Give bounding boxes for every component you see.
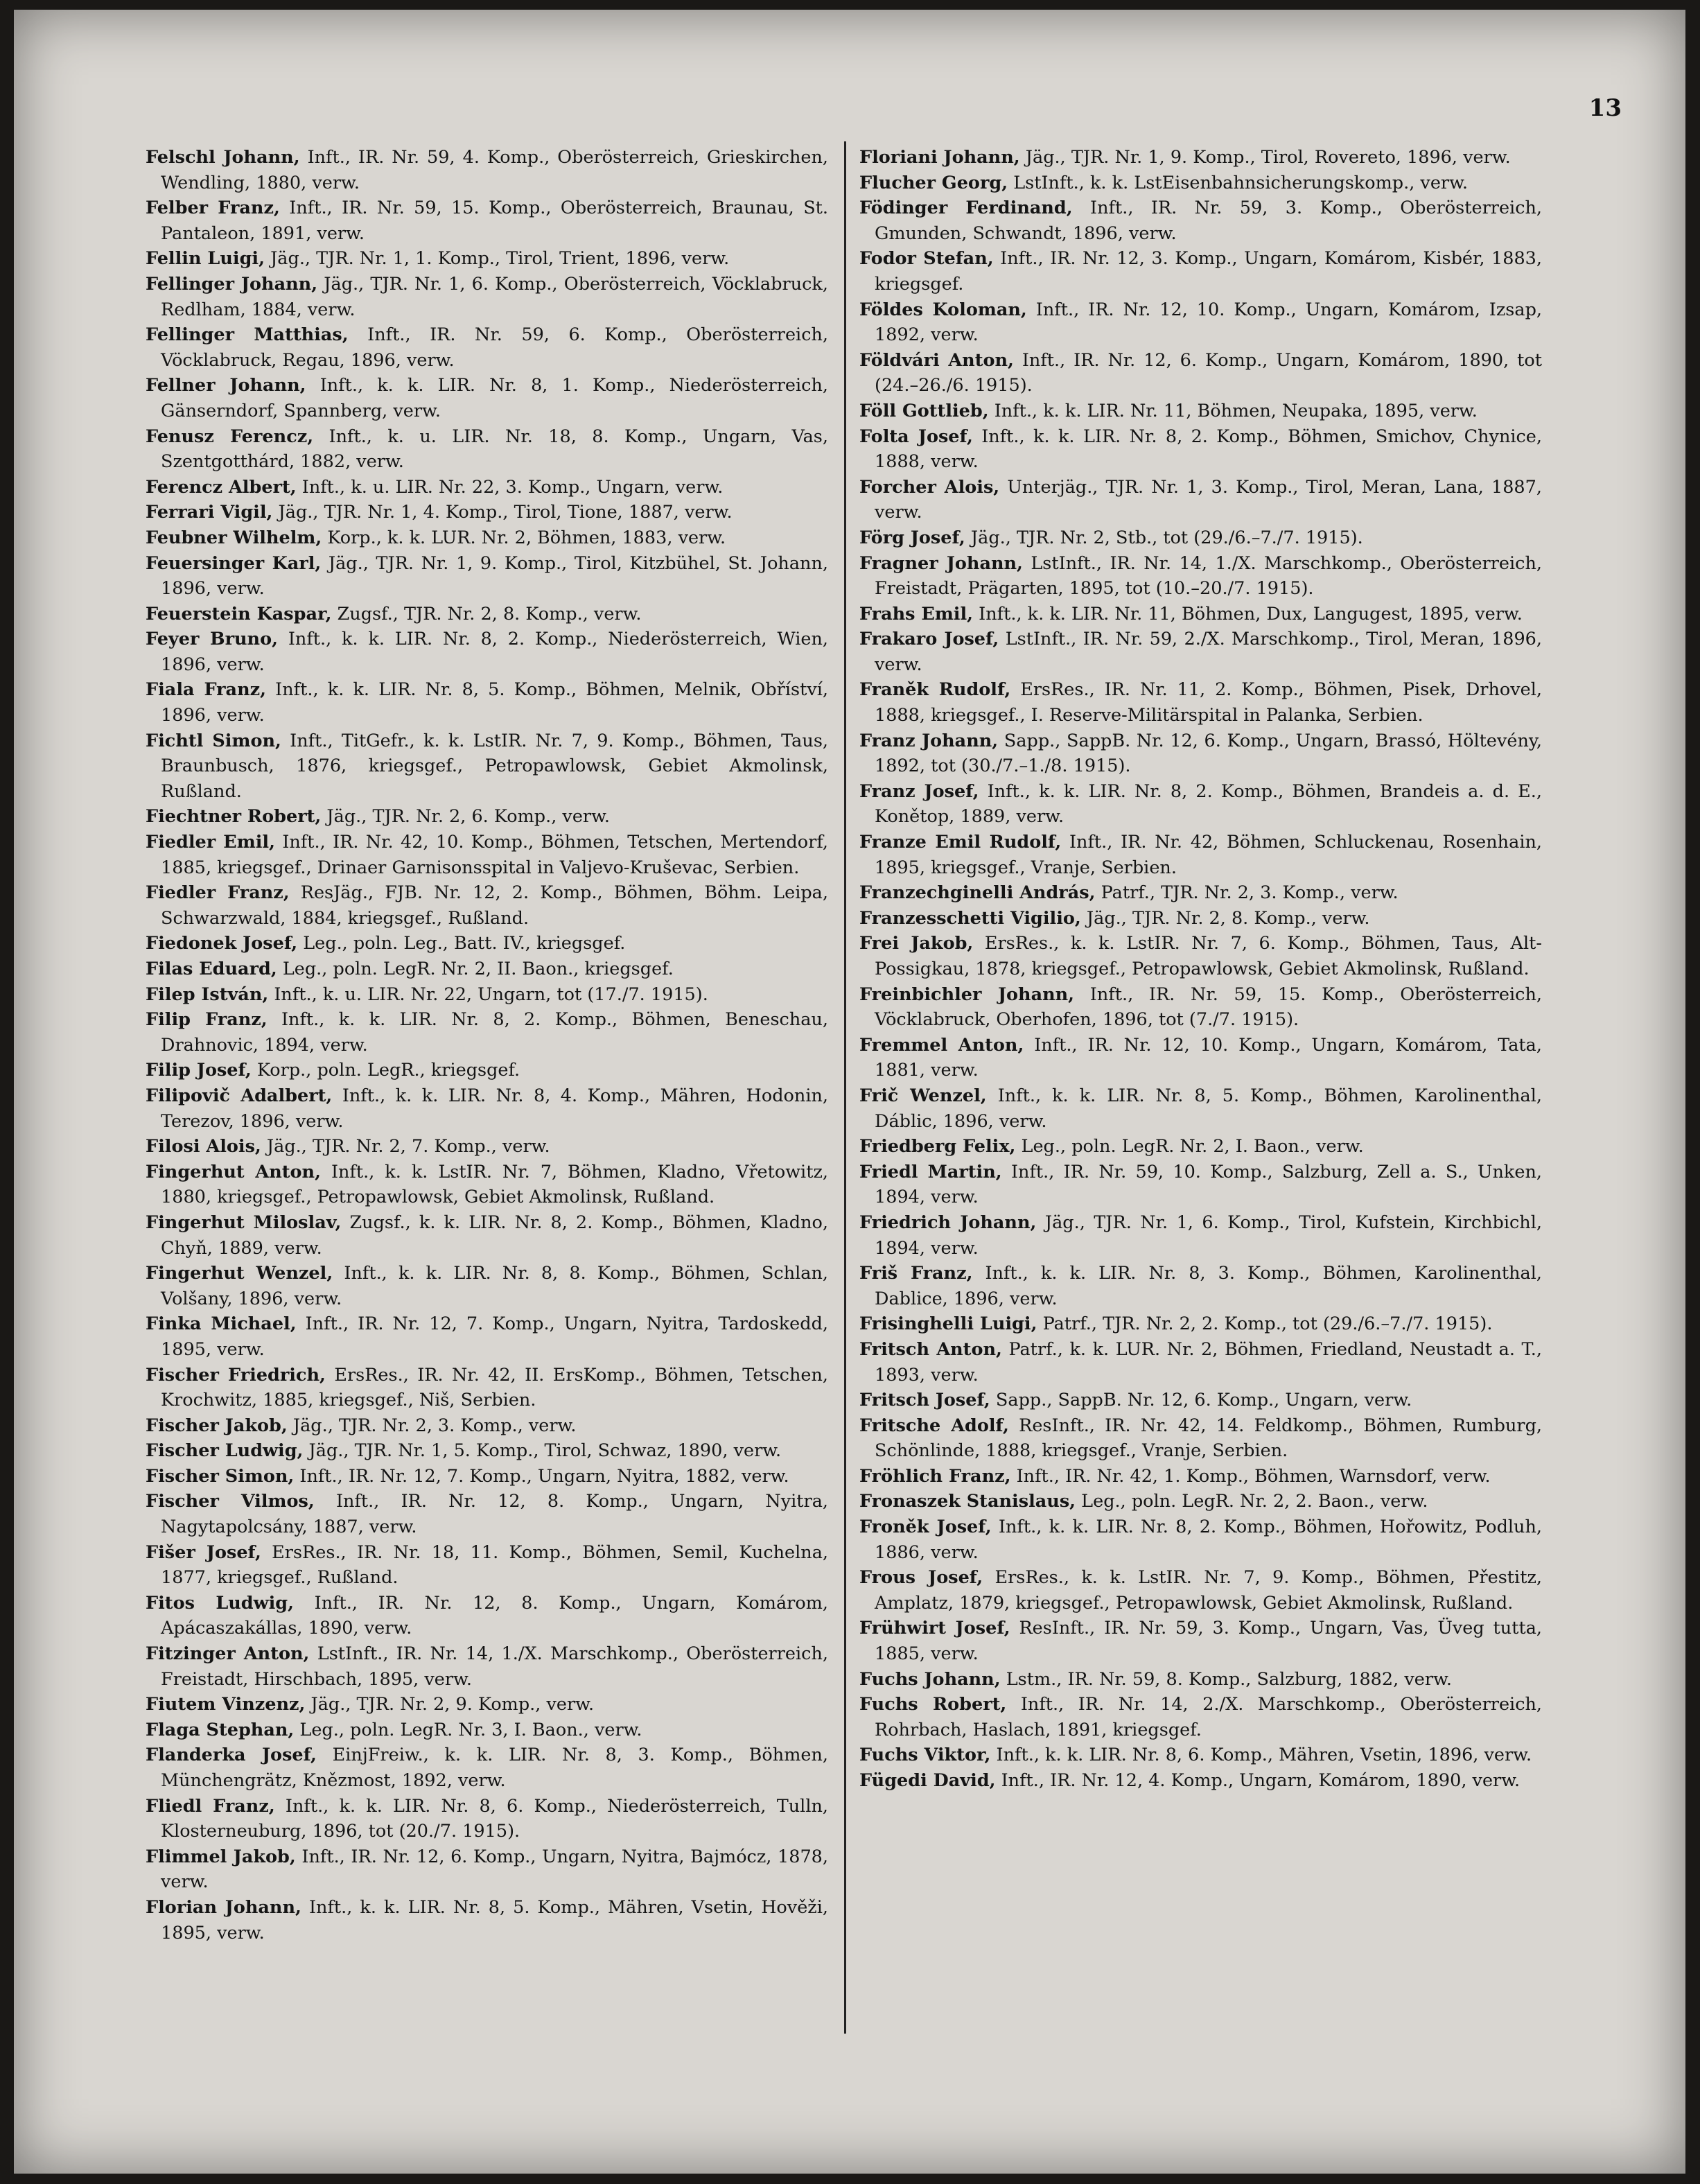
register-entry [859,1616,1542,1666]
entry-name: Fiutem Vinzenz, [146,1694,306,1715]
register-entry [859,677,1542,728]
register-entry [146,1641,828,1692]
entry-name: Fritsch Anton, [859,1338,1002,1360]
entry-name: Flucher Georg, [859,172,1008,193]
register-entry [146,500,828,525]
entry-details: Leg., poln. LegR. Nr. 2, I. Baon., verw. [1021,1136,1364,1157]
register-entry [146,1160,828,1210]
entry-details: Inft., k. k. LIR. Nr. 11, Böhmen, Dux, Langugest, 1895, verw. [979,603,1523,624]
register-entry [859,475,1542,525]
entry-details: Jäg., TJR. Nr. 1, 5. Komp., Tirol, Schwaz, 1890, verw. [308,1440,782,1462]
register-entry [146,677,828,728]
entry-details: Jäg., TJR. Nr. 2, 9. Komp., verw. [310,1694,595,1715]
entry-name: Fellinger Matthias, [146,324,349,346]
entry-name: Fellner Johann, [146,375,306,396]
entry-name: Feubner Wilhelm, [146,527,322,548]
register-entry [146,880,828,931]
entry-name: Frahs Emil, [859,603,974,624]
register-entry [146,424,828,475]
entry-details: Sapp., SappB. Nr. 12, 6. Komp., Ungarn, verw. [995,1390,1412,1411]
entry-details: Leg., poln. LegR. Nr. 3, I. Baon., verw. [299,1719,642,1740]
entry-name: Fiedler Franz, [146,882,290,904]
entry-details: Jäg., TJR. Nr. 1, 1. Komp., Tirol, Trient, 1896, verw. [270,248,730,270]
entry-details: Inft., k. k. LIR. Nr. 8, 2. Komp., Niederösterreich, Wien, 1896, verw. [161,629,828,675]
entry-details: Inft., IR. Nr. 14, 2./X. Marschkomp., Oberösterreich, Rohrbach, Haslach, 1891, kriegsgef. [875,1694,1543,1740]
entry-name: Filep István, [146,984,269,1005]
entry-details: LstInft., IR. Nr. 14, 1./X. Marschkomp., Oberösterreich, Freistadt, Prägarten, 1895, tot (10.–20./7. 1915). [875,552,1542,600]
entry-details: Inft., IR. Nr. 12, 10. Komp., Ungarn, Komárom, Tata, 1881, verw. [875,1034,1542,1081]
register-entry [146,804,828,830]
entry-details: Inft., IR. Nr. 12, 8. Komp., Ungarn, Komárom, Apácaszakállas, 1890, verw. [161,1592,828,1639]
register-entry [146,956,828,982]
register-entry [859,348,1542,399]
entry-name: Földes Koloman, [859,299,1027,320]
register-entry [859,906,1542,932]
entry-details: Inft., IR. Nr. 42, 1. Komp., Böhmen, Warnsdorf, verw. [1016,1465,1491,1487]
register-entry [146,1464,828,1490]
entry-details: Jäg., TJR. Nr. 2, 6. Komp., verw. [326,806,611,828]
register-entry [146,1438,828,1464]
register-entry [859,1210,1542,1261]
entry-name: Flimmel Jakob, [146,1846,296,1867]
register-entry [859,982,1542,1033]
register-entry [146,1083,828,1134]
entry-details: Jäg., TJR. Nr. 2, 3. Komp., verw. [292,1415,577,1436]
entry-name: Forcher Alois, [859,476,1000,498]
register-entry [146,1540,828,1591]
entry-name: Frič Wenzel, [859,1085,987,1106]
entry-name: Fritsche Adolf, [859,1415,1009,1436]
register-entry [146,272,828,322]
entry-name: Fügedi David, [859,1770,996,1791]
entry-name: Franze Emil Rudolf, [859,832,1062,853]
entry-name: Feyer Bruno, [146,629,278,650]
register-entry [859,830,1542,880]
entry-details: Inft., IR. Nr. 12, 10. Komp., Ungarn, Komárom, Izsap, 1892, verw. [875,299,1543,346]
register-entry [859,1413,1542,1464]
entry-details: Patrf., TJR. Nr. 2, 3. Komp., verw. [1101,882,1399,904]
register-entry [146,1591,828,1641]
entry-name: Fingerhut Wenzel, [146,1263,333,1284]
entry-details: Inft., k. k. LIR. Nr. 8, 2. Komp., Böhmen, Brandeis a. d. E., Konětop, 1889, verw. [875,780,1543,828]
entry-details: Inft., IR. Nr. 12, 7. Komp., Ungarn, Nyitra, Tardoskedd, 1895, verw. [161,1313,829,1360]
register-entry [859,145,1542,171]
entry-details: Inft., IR. Nr. 59, 6. Komp., Oberösterreich, Vöcklabruck, Regau, 1896, verw. [161,324,828,371]
entry-details: Patrf., k. k. LUR. Nr. 2, Böhmen, Friedland, Neustadt a. T., 1893, verw. [875,1338,1543,1386]
entry-name: Franěk Rudolf, [859,679,1011,701]
entry-details: Inft., TitGefr., k. k. LstIR. Nr. 7, 9. Komp., Böhmen, Taus, Braunbusch, 1876, kriegsgef., Petropawlowsk, Gebiet Akmolinsk, Rußland. [161,730,829,802]
register-entry [146,830,828,880]
entry-details: Inft., IR. Nr. 12, 8. Komp., Ungarn, Nyitra, Nagytapolcsány, 1887, verw. [161,1491,829,1538]
register-entry [146,1692,828,1718]
register-entry [859,1692,1542,1742]
entry-name: Filipovič Adalbert, [146,1085,333,1106]
entry-name: Frühwirt Josef, [859,1618,1010,1639]
entry-details: Inft., k. k. LIR. Nr. 8, 8. Komp., Böhmen, Schlan, Volšany, 1896, verw. [161,1263,828,1309]
register-entry [859,246,1542,297]
register-entry [859,1667,1542,1693]
entry-details: Inft., k. k. LstIR. Nr. 7, Böhmen, Kladno, Vřetowitz, 1880, kriegsgef., Petropawlowsk, Gebiet Akmolinsk, Rußland. [161,1161,828,1208]
entry-name: Friedberg Felix, [859,1136,1016,1157]
entry-details: Inft., k. k. LIR. Nr. 8, 6. Komp., Mähren, Vsetin, 1896, verw. [996,1745,1532,1766]
register-entry [146,1363,828,1413]
entry-details: LstInft., k. k. LstEisenbahnsicherungskomp., verw. [1013,172,1469,193]
register-entry [146,1134,828,1160]
register-entry [859,602,1542,627]
entry-name: Fellin Luigi, [146,248,265,270]
register-entry [146,1007,828,1058]
register-entry [146,145,828,195]
entry-details: Jäg., TJR. Nr. 2, Stb., tot (29./6.–7./7. 1915). [970,527,1363,548]
entry-name: Fragner Johann, [859,552,1023,574]
register-entry [146,931,828,956]
entry-details: Inft., IR. Nr. 59, 15. Komp., Oberösterreich, Vöcklabruck, Oberhofen, 1896, tot (7./7. 1915). [875,984,1542,1031]
entry-name: Fischer Friedrich, [146,1364,326,1386]
entry-name: Fiala Franz, [146,679,266,701]
entry-name: Floriani Johann, [859,147,1020,168]
entry-name: Fröhlich Franz, [859,1465,1011,1487]
entry-details: Inft., k. k. LIR. Nr. 8, 5. Komp., Böhmen, Melnik, Obříství, 1896, verw. [161,679,828,726]
entry-name: Frakaro Josef, [859,629,999,650]
entry-details: Inft., IR. Nr. 59, 15. Komp., Oberösterreich, Braunau, St. Pantaleon, 1891, verw. [161,198,829,244]
entry-details: Inft., IR. Nr. 42, 10. Komp., Böhmen, Tetschen, Mertendorf, 1885, kriegsgef., Drinaer Garnisonsspital in Valjevo-Kruševac, Serbien. [161,832,828,878]
entry-details: Inft., k. k. LIR. Nr. 8, 1. Komp., Niederösterreich, Gänserndorf, Spannberg, verw. [161,375,828,421]
entry-details: ResJäg., FJB. Nr. 12, 2. Komp., Böhmen, Böhm. Leipa, Schwarzwald, 1884, kriegsgef., Rußland. [161,882,828,929]
entry-name: Fischer Simon, [146,1465,295,1487]
register-entry [146,1895,828,1946]
register-entry [859,1134,1542,1160]
register-entry [859,399,1542,424]
register-entry [859,551,1542,602]
entry-name: Fuchs Johann, [859,1668,1001,1690]
register-entry [859,1742,1542,1768]
left-column [146,145,828,1946]
register-entry [146,728,828,805]
entry-name: Föll Gottlieb, [859,400,989,421]
register-entry [859,1083,1542,1134]
entry-details: Inft., k. k. LIR. Nr. 11, Böhmen, Neupaka, 1895, verw. [994,400,1478,421]
right-column [859,145,1542,1794]
register-entry [859,1311,1542,1337]
entry-details: Jäg., TJR. Nr. 1, 6. Komp., Oberösterreich, Vöcklabruck, Redlham, 1884, verw. [161,273,828,320]
entry-name: Filas Eduard, [146,959,277,979]
register-entry [146,551,828,602]
entry-name: Filip Josef, [146,1060,252,1081]
entry-details: Jäg., TJR. Nr. 1, 6. Komp., Tirol, Kufstein, Kirchbichl, 1894, verw. [875,1212,1542,1259]
entry-name: Friedl Martin, [859,1161,1002,1182]
entry-name: Folta Josef, [859,426,973,447]
entry-details: Jäg., TJR. Nr. 2, 8. Komp., verw. [1086,907,1370,929]
entry-name: Fuchs Viktor, [859,1745,991,1766]
entry-details: ErsRes., k. k. LstIR. Nr. 7, 6. Komp., Böhmen, Taus, Alt-Possigkau, 1878, kriegsgef., Petropawlowsk, Gebiet Akmolinsk, Rußland. [875,933,1542,979]
entry-name: Ferencz Albert, [146,476,297,498]
entry-details: Inft., IR. Nr. 12, 6. Komp., Ungarn, Nyitra, Bajmócz, 1878, verw. [161,1846,829,1893]
entry-details: Leg., poln. Leg., Batt. IV., kriegsgef. [303,933,626,954]
entry-name: Fodor Stefan, [859,248,994,270]
register-entry [146,1261,828,1311]
entry-details: Inft., IR. Nr. 42, Böhmen, Schluckenau, Rosenhain, 1895, kriegsgef., Vranje, Serbien. [875,832,1542,878]
entry-name: Florian Johann, [146,1896,301,1918]
entry-name: Fitos Ludwig, [146,1592,294,1614]
register-entry [859,1768,1542,1794]
entry-details: Inft., IR. Nr. 59, 4. Komp., Oberösterreich, Grieskirchen, Wendling, 1880, verw. [161,147,829,193]
entry-name: Felschl Johann, [146,147,300,168]
register-entry [859,195,1542,246]
register-entry [146,1844,828,1895]
entry-details: Inft., k. k. LIR. Nr. 8, 5. Komp., Böhmen, Karolinenthal, Dáblic, 1896, verw. [875,1085,1542,1132]
entry-name: Frei Jakob, [859,933,974,954]
register-entry [859,1514,1542,1565]
entry-details: Leg., poln. LegR. Nr. 2, II. Baon., kriegsgef. [282,959,674,979]
entry-details: ResInft., IR. Nr. 59, 3. Komp., Ungarn, Vas, Üveg tutta, 1885, verw. [875,1618,1542,1665]
entry-details: Jäg., TJR. Nr. 1, 9. Komp., Tirol, Kitzbühel, St. Johann, 1896, verw. [161,552,828,600]
entry-details: Inft., IR. Nr. 12, 4. Komp., Ungarn, Komárom, 1890, verw. [1001,1770,1521,1791]
entry-name: Fremmel Anton, [859,1034,1024,1056]
entry-details: Zugsf., k. k. LIR. Nr. 8, 2. Komp., Böhmen, Kladno, Chyň, 1889, verw. [161,1212,828,1259]
entry-name: Fischer Ludwig, [146,1440,304,1462]
entry-name: Franzechginelli András, [859,882,1096,904]
register-entry [146,1718,828,1743]
entry-name: Fitzinger Anton, [146,1643,310,1665]
register-entry [859,931,1542,981]
entry-details: ResInft., IR. Nr. 42, 14. Feldkomp., Böhmen, Rumburg, Schönlinde, 1888, kriegsgef., Vranje, Serbien. [875,1415,1543,1462]
entry-name: Flanderka Josef, [146,1745,317,1766]
entry-details: Inft., IR. Nr. 59, 3. Komp., Oberösterreich, Gmunden, Schwandt, 1896, verw. [875,198,1543,244]
register-entry [146,525,828,551]
register-entry [146,1489,828,1539]
register-entry [859,627,1542,677]
register-entry [859,424,1542,475]
entry-name: Ferrari Vigil, [146,502,273,523]
register-entry [146,1413,828,1439]
register-entry [146,1058,828,1083]
entry-name: Finka Michael, [146,1313,297,1335]
entry-name: Friedrich Johann, [859,1212,1037,1233]
register-entry [146,322,828,373]
entry-name: Feuerstein Kaspar, [146,603,332,624]
entry-name: Fenusz Ferencz, [146,426,314,447]
entry-details: Korp., k. k. LUR. Nr. 2, Böhmen, 1883, verw. [327,527,726,548]
entry-name: Födinger Ferdinand, [859,198,1073,219]
register-entry [146,246,828,272]
register-entry [859,525,1542,551]
entry-name: Froněk Josef, [859,1517,992,1538]
entry-details: Inft., IR. Nr. 59, 10. Komp., Salzburg, Zell a. S., Unken, 1894, verw. [875,1161,1542,1208]
entry-name: Filosi Alois, [146,1136,261,1157]
entry-name: Franz Josef, [859,780,979,802]
register-entry [859,1565,1542,1616]
entry-name: Frous Josef, [859,1567,983,1589]
entry-details: Inft., k. u. LIR. Nr. 22, Ungarn, tot (17./7. 1915). [274,984,708,1005]
entry-details: Jäg., TJR. Nr. 1, 9. Komp., Tirol, Rovereto, 1896, verw. [1025,147,1511,168]
entry-details: ErsRes., IR. Nr. 42, II. ErsKomp., Böhmen, Tetschen, Krochwitz, 1885, kriegsgef., Niš, Serbien. [161,1364,828,1411]
entry-details: ErsRes., IR. Nr. 11, 2. Komp., Böhmen, Pisek, Drhovel, 1888, kriegsgef., I. Reserve-Militärspital in Palanka, Serbien. [875,679,1543,726]
entry-details: Inft., k. u. LIR. Nr. 22, 3. Komp., Ungarn, verw. [301,476,724,498]
entry-name: Fischer Jakob, [146,1415,288,1436]
entry-details: EinjFreiw., k. k. LIR. Nr. 8, 3. Komp., Böhmen, Münchengrätz, Knězmost, 1892, verw. [161,1745,828,1791]
entry-name: Fliedl Franz, [146,1795,275,1817]
entry-name: Franzesschetti Vigilio, [859,907,1081,929]
register-entry [146,1210,828,1261]
entry-details: Jäg., TJR. Nr. 1, 4. Komp., Tirol, Tione, 1887, verw. [278,502,733,523]
register-entry [146,373,828,423]
entry-name: Fingerhut Anton, [146,1161,321,1182]
entry-details: Jäg., TJR. Nr. 2, 7. Komp., verw. [266,1136,550,1157]
register-entry [146,602,828,627]
entry-details: Sapp., SappB. Nr. 12, 6. Komp., Ungarn, Brassó, Höltevény, 1892, tot (30./7.–1./8. 1915). [875,730,1543,777]
register-entry [146,195,828,246]
entry-name: Fichtl Simon, [146,730,281,751]
entry-details: Unterjäg., TJR. Nr. 1, 3. Komp., Tirol, Meran, Lana, 1887, verw. [875,476,1542,523]
register-entry [859,1160,1542,1210]
entry-details: Inft., IR. Nr. 12, 7. Komp., Ungarn, Nyitra, 1882, verw. [299,1465,789,1487]
entry-details: Lstm., IR. Nr. 59, 8. Komp., Salzburg, 1882, verw. [1006,1668,1452,1690]
register-entry [859,297,1542,348]
entry-name: Fischer Vilmos, [146,1491,315,1512]
entry-details: ErsRes., k. k. LstIR. Nr. 7, 9. Komp., Böhmen, Přestitz, Amplatz, 1879, kriegsgef., Petropawlowsk, Gebiet Akmolinsk, Rußland. [875,1567,1542,1614]
register-entry [146,475,828,500]
entry-name: Fiedonek Josef, [146,933,298,954]
entry-details: Korp., poln. LegR., kriegsgef. [256,1060,520,1081]
register-entry [859,1261,1542,1311]
page-number: 13 [1588,94,1622,122]
register-entry [146,1742,828,1793]
entry-name: Flaga Stephan, [146,1719,295,1740]
register-entry [859,880,1542,906]
entry-details: Inft., k. k. LIR. Nr. 8, 4. Komp., Mähren, Hodonin, Terezov, 1896, verw. [161,1085,829,1132]
entry-name: Fingerhut Miloslav, [146,1212,342,1233]
register-entry [146,1311,828,1362]
entry-name: Fronaszek Stanislaus, [859,1491,1076,1512]
entry-details: LstInft., IR. Nr. 14, 1./X. Marschkomp., Oberösterreich, Freistadt, Hirschbach, 1895, verw. [161,1643,828,1690]
entry-name: Freinbichler Johann, [859,984,1075,1005]
entry-name: Frisinghelli Luigi, [859,1313,1037,1335]
register-entry [859,1464,1542,1490]
entry-name: Filip Franz, [146,1009,268,1031]
register-entry [146,1794,828,1844]
entry-details: LstInft., IR. Nr. 59, 2./X. Marschkomp., Tirol, Meran, 1896, verw. [875,629,1543,675]
entry-details: Inft., k. k. LIR. Nr. 8, 2. Komp., Böhmen, Smichov, Chynice, 1888, verw. [875,426,1542,473]
entry-details: Inft., k. k. LIR. Nr. 8, 5. Komp., Mähren, Vsetin, Hověži, 1895, verw. [161,1896,828,1943]
register-entry [859,728,1542,779]
entry-details: Inft., k. k. LIR. Nr. 8, 6. Komp., Niederösterreich, Tulln, Klosterneuburg, 1896, tot (20./7. 1915). [161,1795,829,1842]
entry-details: Inft., k. k. LIR. Nr. 8, 2. Komp., Böhmen, Beneschau, Drahnovic, 1894, verw. [161,1009,828,1056]
entry-details: Zugsf., TJR. Nr. 2, 8. Komp., verw. [337,603,642,624]
entry-details: Leg., poln. LegR. Nr. 2, 2. Baon., verw. [1081,1491,1428,1512]
document-page [14,10,1685,2174]
entry-name: Földvári Anton, [859,349,1014,371]
entry-name: Feuersinger Karl, [146,552,322,574]
register-entry [146,627,828,677]
register-entry [859,1388,1542,1413]
entry-details: Inft., k. u. LIR. Nr. 18, 8. Komp., Ungarn, Vas, Szentgotthárd, 1882, verw. [161,426,828,473]
register-entry [146,982,828,1008]
register-entry [859,779,1542,830]
column-divider [844,141,846,2034]
entry-details: Inft., k. k. LIR. Nr. 8, 2. Komp., Böhmen, Hořowitz, Podluh, 1886, verw. [875,1517,1542,1563]
entry-name: Fiedler Emil, [146,832,275,853]
register-entry [859,1489,1542,1514]
entry-details: Inft., IR. Nr. 12, 3. Komp., Ungarn, Komárom, Kisbér, 1883, kriegsgef. [875,248,1543,295]
entry-name: Fellinger Johann, [146,273,318,295]
entry-details: Inft., k. k. LIR. Nr. 8, 3. Komp., Böhmen, Karolinenthal, Dablice, 1896, verw. [875,1263,1542,1309]
register-entry [859,1033,1542,1083]
entry-name: Fuchs Robert, [859,1694,1007,1715]
entry-name: Friš Franz, [859,1263,973,1284]
entry-name: Fiechtner Robert, [146,806,322,828]
entry-details: ErsRes., IR. Nr. 18, 11. Komp., Böhmen, Semil, Kuchelna, 1877, kriegsgef., Rußland. [161,1541,828,1589]
entry-details: Inft., IR. Nr. 12, 6. Komp., Ungarn, Komárom, 1890, tot (24.–26./6. 1915). [875,349,1543,396]
entry-name: Franz Johann, [859,730,999,751]
entry-name: Fišer Josef, [146,1541,261,1563]
entry-name: Fritsch Josef, [859,1390,990,1411]
register-entry [859,171,1542,196]
entry-name: Förg Josef, [859,527,965,548]
register-entry [859,1337,1542,1388]
entry-details: Patrf., TJR. Nr. 2, 2. Komp., tot (29./6.–7./7. 1915). [1042,1313,1493,1335]
entry-name: Felber Franz, [146,198,280,219]
